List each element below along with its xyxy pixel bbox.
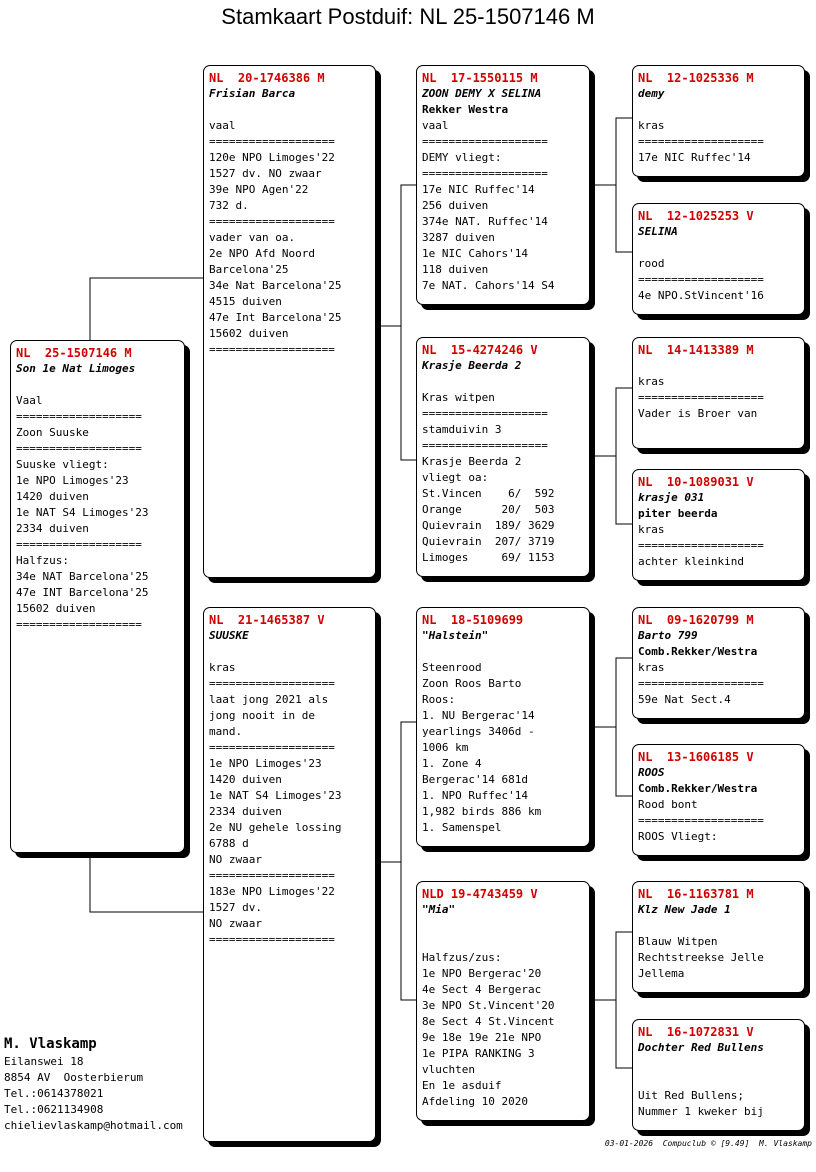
pigeon-name: "Mia" [422, 903, 456, 916]
owner-line: Tel.:0614378021 [4, 1087, 104, 1100]
ring-number: NL 12-1025336 M [638, 71, 754, 85]
card-line [422, 644, 584, 660]
pigeon-name: SELINA [638, 225, 678, 238]
ring-number: NL 25-1507146 M [16, 346, 132, 360]
card-line [16, 377, 179, 393]
card-line: Afdeling 10 2020 [422, 1095, 528, 1108]
card-line: 374e NAT. Ruffec'14 [422, 215, 548, 228]
card-line: 1420 duiven [209, 773, 282, 786]
pigeon-name: SUUSKE [209, 629, 249, 642]
card-line: Zoon Suuske [16, 426, 89, 439]
card-line: 39e NPO Agen'22 [209, 183, 309, 196]
card-body [638, 918, 799, 982]
pedigree-card-ff-father[interactable] [632, 65, 805, 177]
pedigree-card-mf-father[interactable] [632, 607, 805, 719]
card-line: =================== [209, 741, 335, 754]
card-line: =================== [638, 677, 764, 690]
owner-line: Tel.:0621134908 [4, 1103, 104, 1116]
card-line: Uit Red Bullens; [638, 1089, 744, 1102]
owner-line: 8854 AV Oosterbierum [4, 1071, 144, 1084]
pedigree-card-ff-mother[interactable] [632, 203, 805, 315]
card-line: En 1e asduif [422, 1079, 502, 1092]
ring-number: NL 16-1163781 M [638, 887, 754, 901]
card-line: Roos: [422, 693, 456, 706]
card-line: 15602 duiven [209, 327, 289, 340]
ring-number: NL 16-1072831 V [638, 1025, 754, 1039]
card-line: Kras witpen [422, 391, 495, 404]
card-line: Krasje Beerda 2 [422, 455, 522, 468]
card-line: 2e NPO Afd Noord [209, 247, 315, 260]
card-line: Zoon Roos Barto [422, 677, 522, 690]
pedigree-card-fm-father[interactable] [632, 337, 805, 449]
card-line: 59e Nat Sect.4 [638, 693, 731, 706]
card-line: 8e Sect 4 St.Vincent [422, 1015, 555, 1028]
card-line: 1006 km [422, 741, 469, 754]
card-line [638, 918, 799, 934]
card-line: 47e Int Barcelona'25 [209, 311, 342, 324]
pedigree-card-mother-father[interactable] [416, 607, 590, 847]
card-body [422, 118, 584, 294]
card-line: NO zwaar [209, 853, 262, 866]
card-body [638, 240, 799, 304]
card-line: 1527 dv. NO zwaar [209, 167, 322, 180]
card-body [638, 1056, 799, 1120]
owner-address [4, 1054, 183, 1134]
card-line: 118 duiven [422, 263, 489, 276]
card-line: Nummer 1 kweker bij [638, 1105, 764, 1118]
card-line: Quievrain 189/ 3629 [422, 519, 555, 532]
card-line [209, 102, 370, 118]
pigeon-name: Krasje Beerda 2 [422, 359, 522, 372]
card-line: =================== [16, 442, 142, 455]
card-line: Vader is Broer van [638, 407, 758, 420]
card-body [209, 644, 370, 948]
card-line: =================== [638, 814, 764, 827]
card-line: =================== [209, 343, 335, 356]
card-body [638, 102, 799, 166]
ring-number: NL 14-1413389 M [638, 343, 754, 357]
card-line: =================== [422, 167, 548, 180]
card-line: =================== [422, 407, 548, 420]
card-line: =================== [209, 215, 335, 228]
breeder-name: Comb.Rekker/Westra [638, 645, 758, 658]
card-line: 4e Sect 4 Bergerac [422, 983, 542, 996]
card-line: kras [638, 523, 665, 536]
card-line: Halfzus: [16, 554, 69, 567]
owner-info [4, 1034, 183, 1134]
card-line: Rechtstreekse Jelle [638, 951, 764, 964]
card-line: 15602 duiven [16, 602, 96, 615]
card-line: Barcelona'25 [209, 263, 289, 276]
pigeon-name: Dochter Red Bullens [638, 1041, 764, 1054]
card-line: Jellema [638, 967, 685, 980]
card-line: 2e NU gehele lossing [209, 821, 342, 834]
pigeon-name: "Halstein" [422, 629, 489, 642]
pedigree-card-mm-father[interactable] [632, 881, 805, 993]
card-line [638, 358, 799, 374]
card-line: stamduivin 3 [422, 423, 502, 436]
ring-number: NL 21-1465387 V [209, 613, 325, 627]
breeder-name: Rekker Westra [422, 103, 509, 116]
card-line: 1,982 birds 886 km [422, 805, 542, 818]
card-line: 183e NPO Limoges'22 [209, 885, 335, 898]
card-line: vluchten [422, 1063, 475, 1076]
ring-number: NL 10-1089031 V [638, 475, 754, 489]
card-line: kras [638, 119, 665, 132]
ring-number: NL 18-5109699 [422, 613, 524, 627]
footer-credit: 03-01-2026 Compuclub © [9.49] M. Vlaskamp [604, 1139, 812, 1148]
card-line: 732 d. [209, 199, 249, 212]
card-line: vliegt oa: [422, 471, 489, 484]
card-line: =================== [209, 677, 335, 690]
card-body [422, 644, 584, 836]
card-line: Bergerac'14 681d [422, 773, 528, 786]
card-line: 1e NAT S4 Limoges'23 [209, 789, 342, 802]
card-line: kras [638, 661, 665, 674]
card-line: =================== [209, 933, 335, 946]
card-line: 1. NU Bergerac'14 [422, 709, 535, 722]
ring-number: NL 13-1606185 V [638, 750, 754, 764]
card-line: 1e NPO Limoges'23 [209, 757, 322, 770]
pigeon-name: krasje 031 [638, 491, 705, 504]
card-line: 17e NIC Ruffec'14 [638, 151, 751, 164]
card-line: 3287 duiven [422, 231, 495, 244]
card-line: vaal [209, 119, 236, 132]
breeder-name: Comb.Rekker/Westra [638, 782, 758, 795]
card-line: =================== [16, 618, 142, 631]
ring-number: NL 15-4274246 V [422, 343, 538, 357]
card-line: 1e PIPA RANKING 3 [422, 1047, 535, 1060]
card-line [638, 102, 799, 118]
card-line: =================== [638, 539, 764, 552]
pedigree-card-father-father[interactable] [416, 65, 590, 305]
card-line: Quievrain 207/ 3719 [422, 535, 555, 548]
card-line: NO zwaar [209, 917, 262, 930]
card-line: =================== [422, 439, 548, 452]
ring-number: NL 09-1620799 M [638, 613, 754, 627]
card-line: Orange 20/ 503 [422, 503, 555, 516]
card-line: 1. NPO Ruffec'14 [422, 789, 528, 802]
card-line: =================== [16, 410, 142, 423]
card-line: 34e NAT Barcelona'25 [16, 570, 149, 583]
card-body [16, 377, 179, 633]
pigeon-name: Frisian Barca [209, 87, 296, 100]
card-body [422, 374, 584, 566]
card-line: =================== [422, 135, 548, 148]
card-line: 4515 duiven [209, 295, 282, 308]
card-line: Steenrood [422, 661, 482, 674]
pedigree-card-mf-mother[interactable] [632, 744, 805, 856]
ring-number: NLD 19-4743459 V [422, 887, 538, 901]
card-line [638, 1072, 799, 1088]
card-line: yearlings 3406d - [422, 725, 535, 738]
card-line: laat jong 2021 als [209, 693, 329, 706]
card-line: ROOS Vliegt: [638, 830, 718, 843]
card-body [638, 660, 799, 708]
card-line: kras [209, 661, 236, 674]
card-line: 1. Samenspel [422, 821, 502, 834]
card-line [422, 934, 584, 950]
pigeon-name: ZOON DEMY X SELINA [422, 87, 542, 100]
pedigree-card-father-mother[interactable] [416, 337, 590, 577]
card-line: 2334 duiven [209, 805, 282, 818]
owner-line: Eilanswei 18 [4, 1055, 84, 1068]
pigeon-name: demy [638, 87, 665, 100]
card-line: jong nooit in de [209, 709, 315, 722]
card-line: =================== [638, 135, 764, 148]
card-line: achter kleinkind [638, 555, 744, 568]
card-line [422, 918, 584, 934]
pigeon-name: Son 1e Nat Limoges [16, 362, 136, 375]
card-line: =================== [209, 869, 335, 882]
card-line: rood [638, 257, 665, 270]
card-line: DEMY vliegt: [422, 151, 502, 164]
card-line: 6788 d [209, 837, 249, 850]
card-line: 1e NAT S4 Limoges'23 [16, 506, 149, 519]
card-line: Blauw Witpen [638, 935, 718, 948]
card-line: kras [638, 375, 665, 388]
card-line: 4e NPO.StVincent'16 [638, 289, 764, 302]
page-title: Stamkaart Postduif: NL 25-1507146 M [221, 4, 595, 29]
card-line [638, 240, 799, 256]
pedigree-card-mother[interactable] [203, 607, 376, 1142]
card-body [422, 918, 584, 1110]
card-line: 9e 18e 19e 21e NPO [422, 1031, 542, 1044]
card-line: vaal [422, 119, 449, 132]
card-line: =================== [638, 273, 764, 286]
card-line: 17e NIC Ruffec'14 [422, 183, 535, 196]
pedigree-card-mm-mother[interactable] [632, 1019, 805, 1131]
card-line: =================== [638, 391, 764, 404]
pigeon-name: ROOS [638, 766, 665, 779]
pedigree-card-subject[interactable] [10, 340, 185, 853]
card-body [638, 522, 799, 570]
pedigree-card-fm-mother[interactable] [632, 469, 805, 581]
card-line [638, 1056, 799, 1072]
card-line: 47e INT Barcelona'25 [16, 586, 149, 599]
ring-number: NL 20-1746386 M [209, 71, 325, 85]
card-line: Limoges 69/ 1153 [422, 551, 555, 564]
owner-name: M. Vlaskamp [4, 1036, 97, 1052]
card-line: 1. Zone 4 [422, 757, 482, 770]
pedigree-card-father[interactable] [203, 65, 376, 578]
pedigree-card-mother-mother[interactable] [416, 881, 590, 1121]
ring-number: NL 12-1025253 V [638, 209, 754, 223]
card-line: 1420 duiven [16, 490, 89, 503]
card-line: Halfzus/zus: [422, 951, 502, 964]
card-line: 1e NPO Limoges'23 [16, 474, 129, 487]
card-line: 34e Nat Barcelona'25 [209, 279, 342, 292]
breeder-name: piter beerda [638, 507, 718, 520]
card-line: Suuske vliegt: [16, 458, 109, 471]
owner-line: chielievlaskamp@hotmail.com [4, 1119, 183, 1132]
card-line: St.Vincen 6/ 592 [422, 487, 555, 500]
card-line: Vaal [16, 394, 43, 407]
card-line: Rood bont [638, 798, 698, 811]
card-line [209, 644, 370, 660]
card-line: 3e NPO St.Vincent'20 [422, 999, 555, 1012]
card-line: vader van oa. [209, 231, 296, 244]
card-line: mand. [209, 725, 243, 738]
pigeon-name: Barto 799 [638, 629, 698, 642]
card-line: 1e NIC Cahors'14 [422, 247, 528, 260]
card-body [638, 358, 799, 422]
card-line: 7e NAT. Cahors'14 S4 [422, 279, 555, 292]
card-line: 1527 dv. [209, 901, 262, 914]
card-line [422, 374, 584, 390]
card-line: =================== [209, 135, 335, 148]
card-line: 120e NPO Limoges'22 [209, 151, 335, 164]
card-line: =================== [16, 538, 142, 551]
card-body [209, 102, 370, 358]
card-line: 1e NPO Bergerac'20 [422, 967, 542, 980]
card-line: 2334 duiven [16, 522, 89, 535]
ring-number: NL 17-1550115 M [422, 71, 538, 85]
card-body [638, 797, 799, 845]
pigeon-name: Klz New Jade 1 [638, 903, 731, 916]
card-line: 256 duiven [422, 199, 489, 212]
